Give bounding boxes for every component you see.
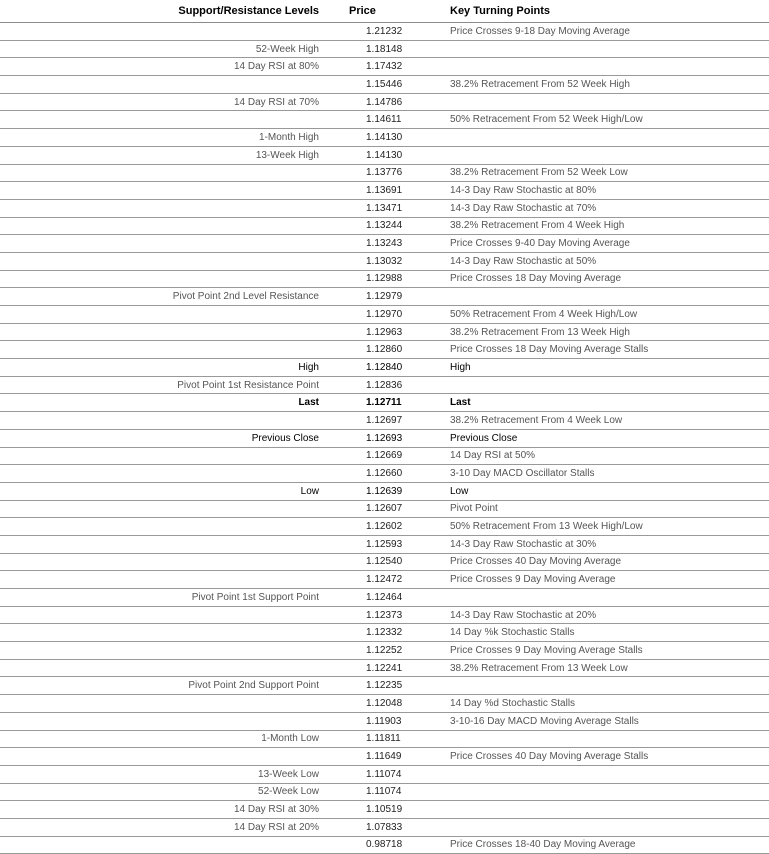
level-cell [0,624,321,642]
price-cell: 1.11903 [321,712,403,730]
table-row [0,482,769,500]
price-cell: 1.12639 [321,482,403,500]
table-row [0,748,769,766]
level-cell [0,553,321,571]
price-cell: 1.12860 [321,341,403,359]
price-cell: 1.12840 [321,359,403,377]
turning-point-cell: Price Crosses 18 Day Moving Average [403,270,769,288]
turning-point-cell: Price Crosses 9-40 Day Moving Average [403,235,769,253]
price-cell: 1.13471 [321,199,403,217]
table-row [0,624,769,642]
level-cell: Previous Close [0,429,321,447]
price-cell: 1.12970 [321,306,403,324]
level-cell: Low [0,482,321,500]
table-row [0,394,769,412]
table-row [0,730,769,748]
turning-point-cell: Price Crosses 9 Day Moving Average Stalls [403,642,769,660]
table-row [0,465,769,483]
level-cell [0,518,321,536]
turning-point-cell: 38.2% Retracement From 4 Week High [403,217,769,235]
level-cell [0,535,321,553]
table-row [0,765,769,783]
level-cell: 1-Month Low [0,730,321,748]
level-cell: 52-Week High [0,40,321,58]
level-cell: 13-Week High [0,146,321,164]
table-row [0,801,769,819]
table-row [0,182,769,200]
turning-point-cell: Previous Close [403,429,769,447]
price-cell: 1.12048 [321,695,403,713]
turning-point-cell [403,288,769,306]
level-cell [0,252,321,270]
price-cell: 1.12979 [321,288,403,306]
turning-point-cell: High [403,359,769,377]
price-cell: 1.12836 [321,376,403,394]
table-row [0,518,769,536]
table-row [0,376,769,394]
turning-point-cell: 38.2% Retracement From 52 Week High [403,76,769,94]
turning-point-cell: 38.2% Retracement From 13 Week Low [403,659,769,677]
table-row [0,818,769,836]
level-cell [0,571,321,589]
level-cell [0,836,321,854]
turning-point-cell: Low [403,482,769,500]
level-cell [0,199,321,217]
table-row [0,836,769,854]
turning-point-cell: 14 Day RSI at 50% [403,447,769,465]
level-cell [0,323,321,341]
turning-point-cell [403,730,769,748]
table-row [0,783,769,801]
level-cell [0,465,321,483]
price-cell: 1.14611 [321,111,403,129]
level-cell [0,164,321,182]
price-cell: 1.14130 [321,129,403,147]
level-cell: Last [0,394,321,412]
table-row [0,412,769,430]
table-row [0,553,769,571]
level-cell: Pivot Point 1st Resistance Point [0,376,321,394]
price-cell: 1.12602 [321,518,403,536]
price-cell: 1.12693 [321,429,403,447]
price-cell: 1.12252 [321,642,403,660]
price-cell: 1.10519 [321,801,403,819]
table-row [0,40,769,58]
price-cell: 0.98718 [321,836,403,854]
price-cell: 1.12963 [321,323,403,341]
price-cell: 1.12593 [321,535,403,553]
table-row [0,76,769,94]
level-cell: 1-Month High [0,129,321,147]
level-cell [0,270,321,288]
table-row [0,712,769,730]
turning-point-cell: Price Crosses 40 Day Moving Average [403,553,769,571]
turning-point-cell: 3-10-16 Day MACD Moving Average Stalls [403,712,769,730]
price-cell: 1.13691 [321,182,403,200]
turning-point-cell [403,58,769,76]
level-cell [0,111,321,129]
table-row [0,270,769,288]
turning-point-cell: 14-3 Day Raw Stochastic at 70% [403,199,769,217]
table-row [0,642,769,660]
table-row [0,93,769,111]
header-support-resistance: Support/Resistance Levels [0,0,321,23]
price-cell: 1.14786 [321,93,403,111]
level-cell: 14 Day RSI at 30% [0,801,321,819]
turning-point-cell [403,677,769,695]
price-cell: 1.12660 [321,465,403,483]
price-cell: 1.12988 [321,270,403,288]
price-cell: 1.11649 [321,748,403,766]
turning-point-cell [403,93,769,111]
price-cell: 1.13032 [321,252,403,270]
header-key-turning-points: Key Turning Points [403,0,769,23]
turning-point-cell: 38.2% Retracement From 4 Week Low [403,412,769,430]
turning-point-cell: 14-3 Day Raw Stochastic at 50% [403,252,769,270]
table-row [0,500,769,518]
level-cell: 52-Week Low [0,783,321,801]
price-cell: 1.12697 [321,412,403,430]
table-row [0,111,769,129]
level-cell: Pivot Point 2nd Support Point [0,677,321,695]
turning-point-cell: Pivot Point [403,500,769,518]
turning-point-cell [403,818,769,836]
table-row [0,323,769,341]
level-cell [0,341,321,359]
level-cell: Pivot Point 1st Support Point [0,589,321,607]
price-cell: 1.12472 [321,571,403,589]
price-cell: 1.12669 [321,447,403,465]
turning-point-cell: 14-3 Day Raw Stochastic at 30% [403,535,769,553]
level-cell: 14 Day RSI at 70% [0,93,321,111]
level-cell: 14 Day RSI at 20% [0,818,321,836]
turning-point-cell: 50% Retracement From 13 Week High/Low [403,518,769,536]
table-row [0,306,769,324]
price-cell: 1.12241 [321,659,403,677]
turning-point-cell: 38.2% Retracement From 13 Week High [403,323,769,341]
table-row [0,252,769,270]
turning-point-cell [403,801,769,819]
price-cell: 1.11074 [321,783,403,801]
turning-point-cell: Price Crosses 9 Day Moving Average [403,571,769,589]
table-row [0,58,769,76]
turning-point-cell: Price Crosses 18 Day Moving Average Stalls [403,341,769,359]
price-cell: 1.13776 [321,164,403,182]
turning-point-cell: Price Crosses 9-18 Day Moving Average [403,23,769,41]
turning-point-cell: 14 Day %d Stochastic Stalls [403,695,769,713]
table-row [0,571,769,589]
price-cell: 1.14130 [321,146,403,164]
level-cell [0,642,321,660]
level-cell [0,695,321,713]
price-cell: 1.12235 [321,677,403,695]
turning-point-cell: Price Crosses 40 Day Moving Average Stalls [403,748,769,766]
price-cell: 1.12711 [321,394,403,412]
turning-point-cell: Price Crosses 18-40 Day Moving Average [403,836,769,854]
turning-point-cell: 50% Retracement From 4 Week High/Low [403,306,769,324]
table-row [0,535,769,553]
level-cell [0,76,321,94]
table-row [0,429,769,447]
table-row [0,695,769,713]
price-cell: 1.11074 [321,765,403,783]
table-row [0,341,769,359]
table-row [0,146,769,164]
level-cell: High [0,359,321,377]
level-cell [0,712,321,730]
level-cell: Pivot Point 2nd Level Resistance [0,288,321,306]
table-row [0,199,769,217]
level-cell: 13-Week Low [0,765,321,783]
table-row [0,659,769,677]
table-row [0,447,769,465]
level-cell [0,748,321,766]
level-cell [0,217,321,235]
price-cell: 1.13243 [321,235,403,253]
price-cell: 1.21232 [321,23,403,41]
table-row [0,164,769,182]
turning-point-cell [403,146,769,164]
turning-point-cell: 14 Day %k Stochastic Stalls [403,624,769,642]
table-row [0,129,769,147]
level-cell [0,659,321,677]
price-cell: 1.12607 [321,500,403,518]
turning-point-cell [403,589,769,607]
price-cell: 1.11811 [321,730,403,748]
level-cell [0,500,321,518]
table-row [0,235,769,253]
turning-point-cell: Last [403,394,769,412]
table-row [0,359,769,377]
turning-point-cell [403,129,769,147]
turning-point-cell: 14-3 Day Raw Stochastic at 20% [403,606,769,624]
turning-point-cell: 50% Retracement From 52 Week High/Low [403,111,769,129]
price-cell: 1.15446 [321,76,403,94]
price-cell: 1.13244 [321,217,403,235]
table-row [0,23,769,41]
price-cell: 1.12540 [321,553,403,571]
table-row [0,677,769,695]
level-cell [0,412,321,430]
price-cell: 1.12373 [321,606,403,624]
level-cell [0,23,321,41]
turning-point-cell: 38.2% Retracement From 52 Week Low [403,164,769,182]
table-row [0,589,769,607]
price-cell: 1.18148 [321,40,403,58]
turning-point-cell [403,376,769,394]
price-cell: 1.07833 [321,818,403,836]
table-body [0,23,769,854]
turning-point-cell: 3-10 Day MACD Oscillator Stalls [403,465,769,483]
turning-point-cell [403,783,769,801]
table-row [0,606,769,624]
price-cell: 1.12464 [321,589,403,607]
level-cell [0,606,321,624]
level-cell [0,182,321,200]
level-cell [0,447,321,465]
level-cell [0,306,321,324]
turning-point-cell [403,40,769,58]
table-row [0,288,769,306]
turning-point-cell [403,765,769,783]
price-cell: 1.17432 [321,58,403,76]
level-cell: 14 Day RSI at 80% [0,58,321,76]
header-row [0,0,769,23]
level-cell [0,235,321,253]
header-price: Price [321,0,403,23]
turning-point-cell: 14-3 Day Raw Stochastic at 80% [403,182,769,200]
table-row [0,217,769,235]
price-cell: 1.12332 [321,624,403,642]
